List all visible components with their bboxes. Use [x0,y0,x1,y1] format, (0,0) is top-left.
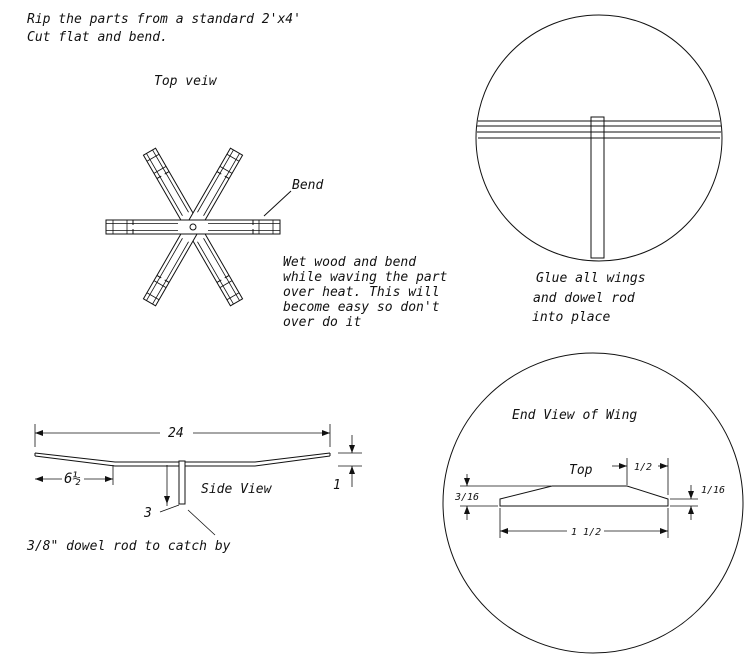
svg-text:become easy so don't: become easy so don't [283,300,440,315]
wing-dim-1-16: 1/16 [701,485,726,496]
wing-top-label: Top [569,463,593,478]
side-dim-24: 24 [168,426,184,441]
bend-note [283,255,448,330]
svg-text:into place: into place [532,310,611,325]
svg-text:while waving the part: while waving the part [283,270,448,285]
intro-line-1: Rip the parts from a standard 2'x4' [27,12,301,27]
bend-label: Bend [292,178,324,193]
side-dim-3: 3 [144,506,152,521]
center-hole [190,224,196,230]
intro-line-2: Cut flat and bend. [27,30,168,45]
dowel-note: 3/8" dowel rod to catch by [27,539,231,554]
wing-end-view-title: End View of Wing [512,408,638,423]
wing-dim-half: 1/2 [634,462,653,473]
top-view-drawing [106,148,280,306]
bend-leader [264,191,291,216]
wing-dim-1-1-2: 1 1/2 [571,527,602,538]
wing-end-view [443,353,743,653]
svg-text:and dowel rod: and dowel rod [533,291,635,306]
wing-dim-3-16: 3/16 [455,492,480,503]
svg-text:over heat. This will: over heat. This will [283,285,440,300]
svg-text:over do it: over do it [283,315,362,330]
assembly-view [476,15,722,261]
side-view-title: Side View [201,482,272,497]
side-dim-6-half: 6½ [64,471,81,487]
svg-text:Wet wood and bend: Wet wood and bend [283,255,417,270]
side-view-drawing [35,424,362,535]
svg-text:Glue all wings: Glue all wings [536,271,646,286]
side-dim-1: 1 [333,478,341,493]
top-view-title: Top veiw [154,74,217,89]
assembly-caption [532,271,646,325]
